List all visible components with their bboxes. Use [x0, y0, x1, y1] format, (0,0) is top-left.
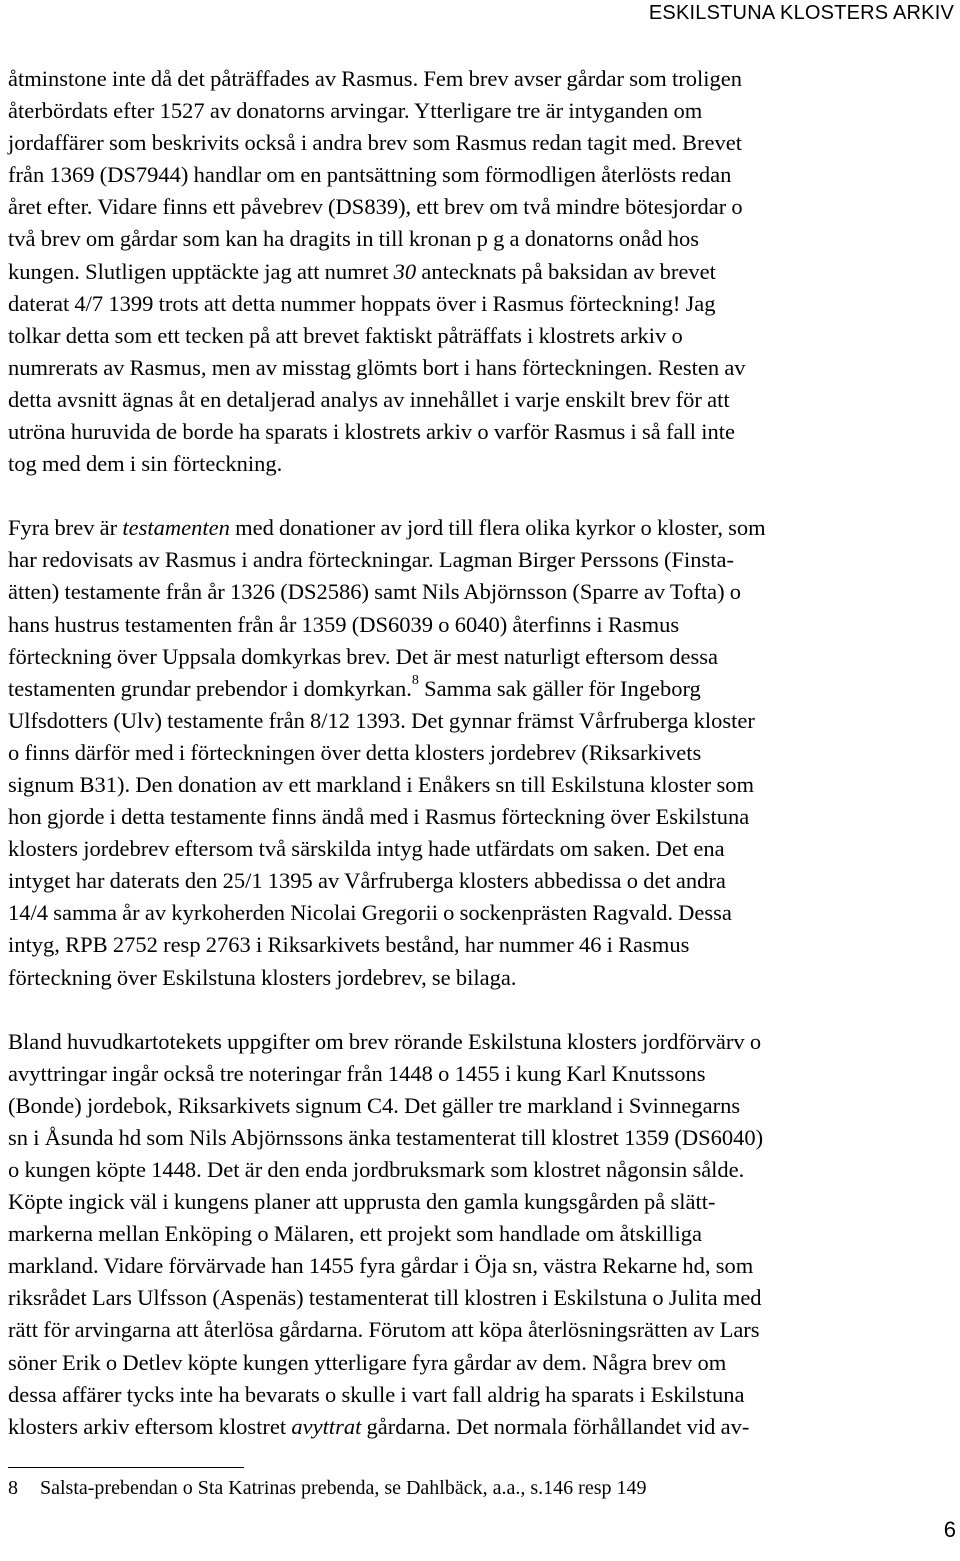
text-line: rätt för arvingarna att återlösa gårdarna. Förutom att köpa återlösningsrätten av Lars	[8, 1317, 760, 1343]
text-line: söner Erik o Detlev köpte kungen ytterligare fyra gårdar av dem. Några brev om	[8, 1349, 727, 1375]
text-line: Ulfsdotters (Ulv) testamente från 8/12 1393. Det gynnar främst Vårfruberga kloster	[8, 707, 755, 733]
text-line	[8, 673, 956, 705]
text-line: har redovisats av Rasmus i andra förteckningar. Lagman Birger Perssons (Finsta-	[8, 547, 735, 573]
text-line	[8, 512, 956, 544]
footnote-divider	[8, 1467, 244, 1468]
text-line: ätten) testamente från år 1326 (DS2586) samt Nils Abjörnsson (Sparre av Tofta) o	[8, 579, 742, 605]
text-line: intyget har daterats den 25/1 1395 av Vårfruberga klosters abbedissa o det andra	[8, 868, 726, 894]
text-line: o finns därför med i förteckningen över detta klosters jordebrev (Riksarkivets	[8, 739, 702, 765]
text-line: förteckning över Eskilstuna klosters jordebrev, se bilaga.	[8, 964, 517, 990]
text-line: tog med dem i sin förteckning.	[8, 451, 283, 477]
text-run: antecknats på baksidan av brevet	[416, 258, 716, 284]
text-line: detta avsnitt ägnas åt en detaljerad analys av innehållet i varje enskilt brev för att	[8, 386, 730, 412]
text-line: markland. Vidare förvärvade han 1455 fyra gårdar i Öja sn, västra Rekarne hd, som	[8, 1253, 754, 1279]
text-line: hans hustrus testamenten från år 1359 (DS6039 o 6040) återfinns i Rasmus	[8, 611, 680, 637]
text-line: åtminstone inte då det påträffades av Rasmus. Fem brev avser gårdar som troligen	[8, 66, 742, 91]
text-run: Samma sak gäller för Ingeborg	[418, 675, 701, 701]
text-run: gårdarna. Det normala förhållandet vid av-	[361, 1413, 750, 1439]
italic-term: avyttrat	[291, 1413, 362, 1439]
footnote	[8, 1474, 908, 1502]
paragraph-1	[8, 63, 956, 480]
text-line: 14/4 samma år av kyrkoherden Nicolai Gregorii o sockenprästen Ragvald. Dessa	[8, 900, 732, 926]
footnote-reference[interactable]: 8	[411, 673, 419, 689]
text-line: återbördats efter 1527 av donatorns arvingar. Ytterligare tre är intyganden om	[8, 98, 703, 124]
text-line: klosters jordebrev eftersom två särskilda intyg hade utfärdats om saken. Det ena	[8, 836, 725, 862]
text-line: Bland huvudkartotekets uppgifter om brev rörande Eskilstuna klosters jordförvärv o	[8, 1028, 762, 1054]
text-line: markerna mellan Enköping o Mälaren, ett projekt som handlade om åtskilliga	[8, 1221, 702, 1247]
paragraph-3	[8, 1026, 956, 1443]
text-line: avyttringar ingår också tre noteringar från 1448 o 1455 i kung Karl Knutssons	[8, 1060, 706, 1086]
text-line: numrerats av Rasmus, men av misstag glömts bort i hans förteckningen. Resten av	[8, 354, 746, 380]
text-line: (Bonde) jordebok, Riksarkivets signum C4. Det gäller tre markland i Svinnegarns	[8, 1092, 741, 1118]
text-run: klosters arkiv eftersom klostret	[8, 1413, 292, 1439]
footnote-text: Salsta-prebendan o Sta Katrinas prebenda, se Dahlbäck, a.a., s.146 resp 149	[40, 1477, 647, 1499]
text-line: hon gjorde i detta testamente finns ändå med i Rasmus förteckning över Eskilstuna	[8, 804, 750, 830]
text-line: tolkar detta som ett tecken på att brevet faktiskt påträffats i klostrets arkiv o	[8, 322, 683, 348]
italic-term: testamenten	[122, 515, 230, 541]
text-line: dessa affärer tycks inte ha bevarats o skulle i vart fall aldrig ha sparats i Eskilstuna	[8, 1381, 745, 1407]
text-run: kungen. Slutligen upptäckte jag att numret	[8, 258, 394, 284]
paragraph-2	[8, 512, 956, 993]
text-run: med donationer av jord till flera olika kyrkor o kloster, som	[229, 515, 766, 541]
text-line: Köpte ingick väl i kungens planer att upprusta den gamla kungsgården på slätt-	[8, 1189, 716, 1215]
text-line: o kungen köpte 1448. Det är den enda jordbruksmark som klostret någonsin sålde.	[8, 1157, 745, 1182]
text-line: utröna huruvida de borde ha sparats i klostrets arkiv o varför Rasmus i så fall inte	[8, 419, 735, 445]
text-line: sn i Åsunda hd som Nils Abjörnssons änka testamenterat till klostret 1359 (DS6040)	[8, 1124, 764, 1150]
text-run: testamenten grundar prebendor i domkyrkan.	[8, 675, 412, 701]
text-line: två brev om gårdar som kan ha dragits in till kronan p g a donatorns onåd hos	[8, 226, 699, 252]
text-line: daterat 4/7 1399 trots att detta nummer hoppats över i Rasmus förteckning! Jag	[8, 290, 716, 316]
text-line: riksrådet Lars Ulfsson (Aspenäs) testamenterat till klostren i Eskilstuna o Julita med	[8, 1285, 762, 1311]
footnote-number: 8	[8, 1477, 18, 1499]
text-line: jordaffärer som beskrivits också i andra brev som Rasmus redan tagit med. Brevet	[8, 130, 742, 156]
text-line	[8, 1411, 956, 1443]
running-header: ESKILSTUNA KLOSTERS ARKIV	[648, 2, 954, 24]
text-line: förteckning över Uppsala domkyrkas brev. Det är mest naturligt eftersom dessa	[8, 643, 718, 669]
body-text	[8, 63, 956, 1443]
text-line	[8, 256, 956, 288]
text-line: signum B31). Den donation av ett markland i Enåkers sn till Eskilstuna kloster som	[8, 771, 754, 797]
text-line: intyg, RPB 2752 resp 2763 i Riksarkivets bestånd, har nummer 46 i Rasmus	[8, 932, 690, 958]
text-line: från 1369 (DS7944) handlar om en pantsättning som förmodligen återlösts redan	[8, 162, 732, 188]
page-number: 6	[943, 1517, 956, 1542]
text-run: Fyra brev är	[8, 515, 123, 541]
text-line: året efter. Vidare finns ett påvebrev (DS839), ett brev om två mindre bötesjordar o	[8, 194, 743, 220]
italic-number: 30	[393, 258, 417, 284]
